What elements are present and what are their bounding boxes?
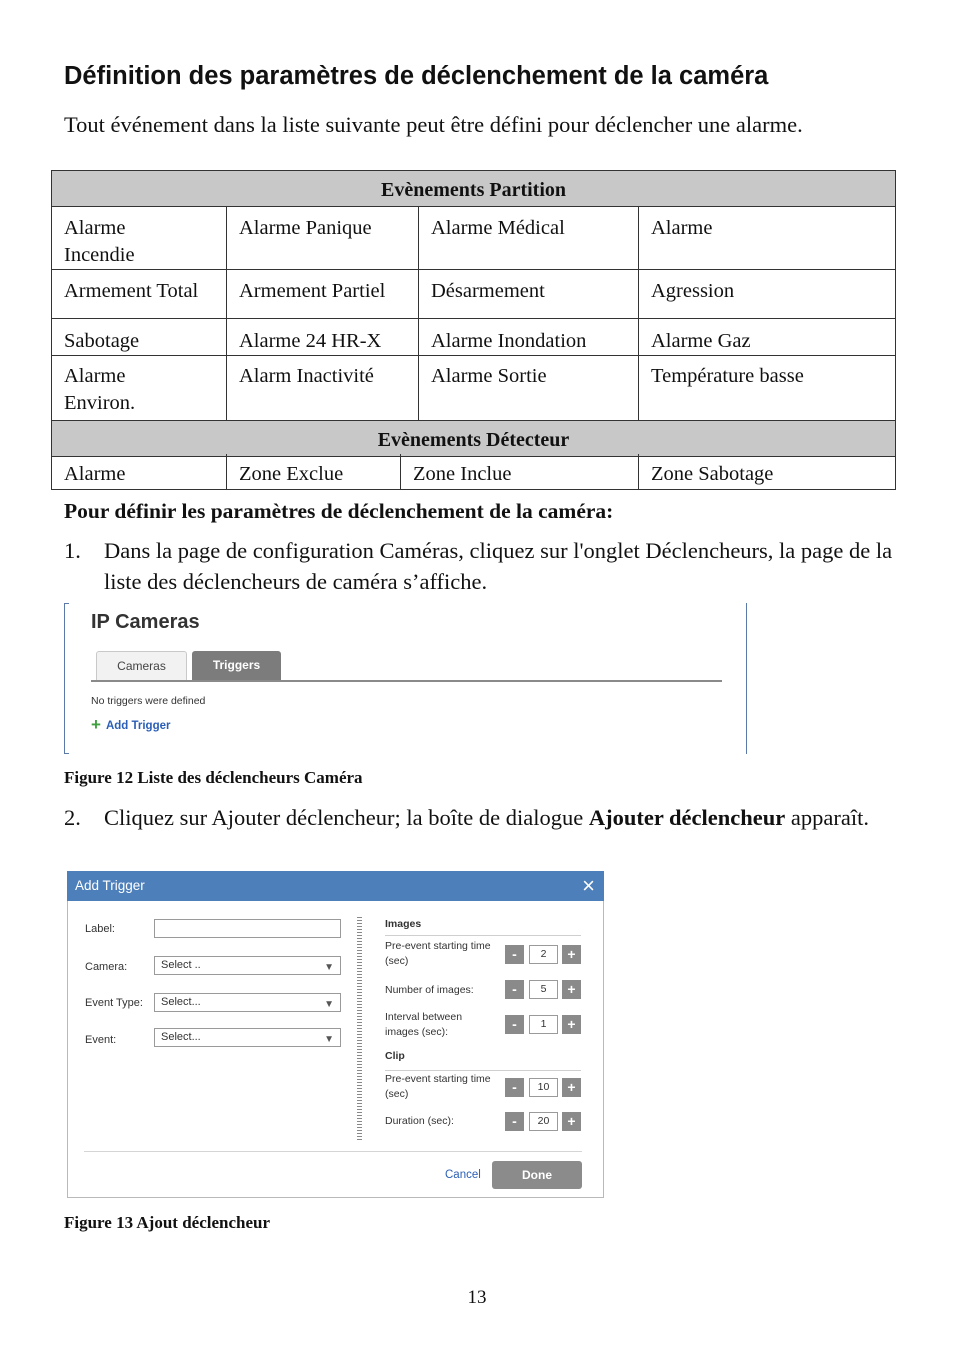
ip-cameras-screenshot [64, 603, 748, 754]
images-interval-input[interactable]: 1 [529, 1015, 558, 1034]
page-heading: Définition des paramètres de déclenchement de la caméra [64, 62, 769, 90]
increment-button[interactable]: + [562, 1015, 581, 1034]
table-cell: Température basse [639, 356, 896, 421]
divider [84, 1151, 582, 1152]
panel-divider [357, 917, 362, 1141]
tab-cameras[interactable]: Cameras [96, 651, 187, 681]
no-triggers-message: No triggers were defined [91, 695, 206, 707]
step-number: 1. [64, 538, 81, 563]
increment-button[interactable]: + [562, 1112, 581, 1131]
divider [385, 935, 581, 936]
table-cell: Alarme Incendie [52, 207, 227, 270]
table-cell: Alarm Inactivité [227, 356, 419, 421]
events-table [51, 170, 896, 457]
decrement-button[interactable]: - [505, 945, 524, 964]
add-trigger-label: Add Trigger [105, 720, 171, 732]
clip-duration-label: Duration (sec): [385, 1115, 454, 1127]
images-section-title: Images [385, 918, 422, 930]
table-cell: Alarme Sortie [419, 356, 639, 421]
chevron-down-icon: ▼ [324, 1034, 334, 1045]
images-interval-label: Interval between images (sec): [385, 1011, 463, 1038]
table-cell: Alarme [639, 207, 896, 270]
table-cell: Armement Total [52, 270, 227, 319]
table-cell: Alarme 24 HR-X [227, 319, 419, 356]
partition-header: Evènements Partition [52, 171, 896, 207]
label-input[interactable] [154, 919, 341, 938]
plus-icon: + [91, 715, 101, 734]
step-number: 2. [64, 805, 81, 830]
clip-pre-event-input[interactable]: 10 [529, 1078, 558, 1097]
table-cell: Alarme Gaz [639, 319, 896, 356]
step-text-part: apparaît. [785, 805, 869, 830]
table-row [52, 356, 896, 421]
detector-header: Evènements Détecteur [52, 421, 896, 457]
tab-triggers[interactable]: Triggers [192, 651, 281, 680]
increment-button[interactable]: + [562, 1078, 581, 1097]
decrement-button[interactable]: - [505, 1078, 524, 1097]
intro-paragraph: Tout événement dans la liste suivante peut être défini pour déclencher une alarme. [64, 112, 803, 137]
label-field-label: Label: [85, 923, 115, 935]
images-count-input[interactable]: 5 [529, 980, 558, 999]
decrement-button[interactable]: - [505, 1015, 524, 1034]
decrement-button[interactable]: - [505, 980, 524, 999]
event-select[interactable] [154, 1028, 341, 1047]
table-cell: Alarme [52, 454, 227, 489]
add-trigger-link[interactable] [91, 715, 170, 735]
event-select-value: Select... [161, 1031, 201, 1043]
chevron-down-icon: ▼ [324, 962, 334, 973]
camera-field-label: Camera: [85, 961, 128, 973]
table-row [52, 454, 896, 489]
table-cell: Alarme Médical [419, 207, 639, 270]
clip-pre-event-label: Pre-event starting time (sec) [385, 1073, 491, 1100]
images-pre-event-label: Pre-event starting time (sec) [385, 940, 491, 967]
table-row [52, 207, 896, 270]
step-text [104, 802, 894, 833]
ip-cameras-title: IP Cameras [91, 611, 200, 633]
page-number: 13 [467, 1287, 487, 1308]
table-cell: Zone Sabotage [639, 454, 896, 489]
images-pre-event-input[interactable]: 2 [529, 945, 558, 964]
figure-13-caption: Figure 13 Ajout déclencheur [64, 1213, 271, 1232]
chevron-down-icon: ▼ [324, 999, 334, 1010]
table-cell: Armement Partiel [227, 270, 419, 319]
camera-select-value: Select .. [161, 959, 201, 971]
dialog-title: Add Trigger [75, 878, 145, 893]
event-type-field-label: Event Type: [85, 997, 143, 1009]
done-button[interactable]: Done [492, 1161, 582, 1189]
event-type-select[interactable] [154, 993, 341, 1012]
tab-underline [91, 680, 722, 682]
increment-button[interactable]: + [562, 980, 581, 999]
table-cell: Alarme Environ. [52, 356, 227, 421]
table-cell: Sabotage [52, 319, 227, 356]
dialog-header [67, 871, 604, 901]
clip-section-title: Clip [385, 1050, 405, 1062]
divider [385, 1070, 581, 1071]
add-trigger-dialog [67, 871, 604, 1198]
decrement-button[interactable]: - [505, 1112, 524, 1131]
table-cell: Agression [639, 270, 896, 319]
event-type-select-value: Select... [161, 996, 201, 1008]
table-cell: Zone Exclue [227, 454, 401, 489]
instructions-title: Pour définir les paramètres de déclenchement de la caméra: [64, 499, 614, 523]
table-cell: Zone Inclue [401, 454, 639, 489]
camera-select[interactable] [154, 956, 341, 975]
detector-table [51, 454, 896, 490]
table-cell: Alarme Inondation [419, 319, 639, 356]
close-icon[interactable]: × [582, 873, 595, 898]
table-cell: Alarme Panique [227, 207, 419, 270]
step-text-part: Cliquez sur Ajouter déclencheur; la boîte de dialogue [104, 805, 589, 830]
figure-12-caption: Figure 12 Liste des déclencheurs Caméra [64, 768, 363, 787]
cancel-button[interactable]: Cancel [445, 1169, 481, 1181]
table-row [52, 270, 896, 319]
step-text: Dans la page de configuration Caméras, cliquez sur l'onglet Déclencheurs, la page de la liste des déclencheurs de caméra s’affiche. [104, 538, 893, 594]
increment-button[interactable]: + [562, 945, 581, 964]
table-row [52, 319, 896, 356]
step-text-bold: Ajouter déclencheur [588, 805, 786, 830]
table-cell: Désarmement [419, 270, 639, 319]
event-field-label: Event: [85, 1034, 117, 1046]
clip-duration-input[interactable]: 20 [529, 1112, 558, 1131]
images-count-label: Number of images: [385, 984, 474, 996]
